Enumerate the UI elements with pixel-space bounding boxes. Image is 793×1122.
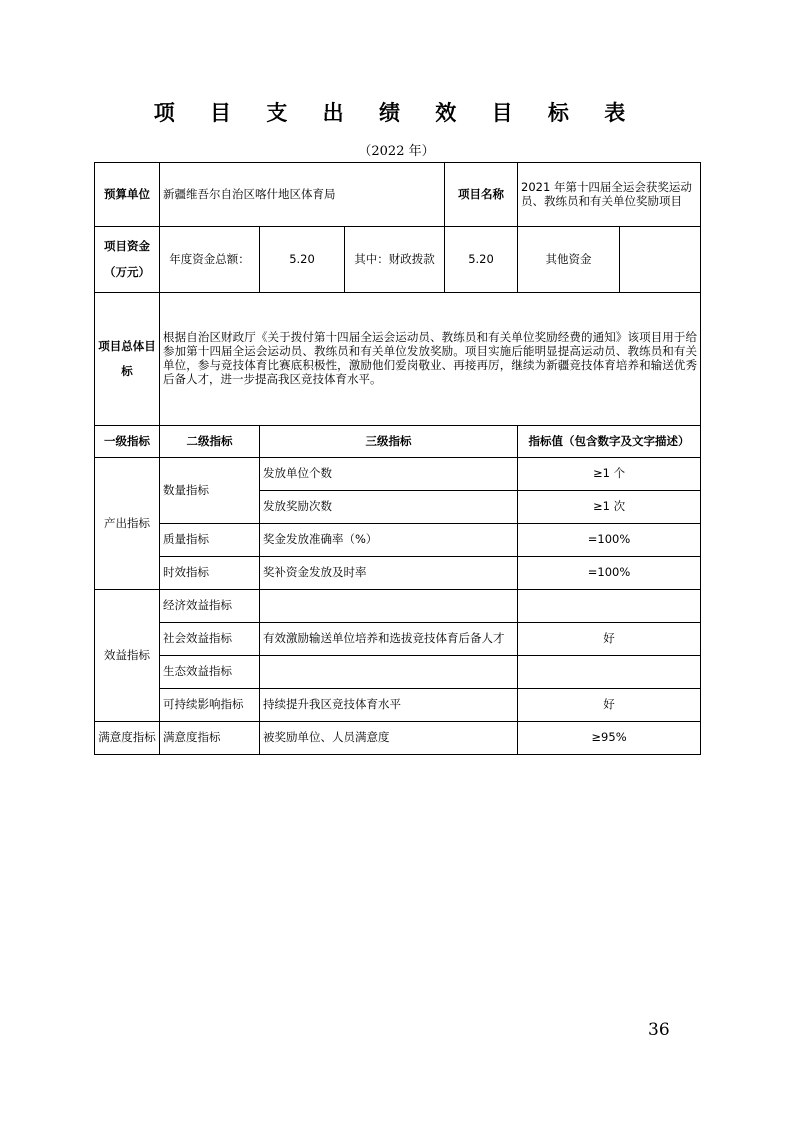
indicator-value: ≥95%: [518, 722, 701, 755]
indicator-value: ≥1 次: [518, 491, 701, 524]
header-level3: 三级指标: [260, 426, 518, 458]
fiscal-value: 5.20: [445, 227, 518, 293]
header-value: 指标值（包含数字及文字描述）: [518, 426, 701, 458]
social-benefit-label: 社会效益指标: [160, 623, 260, 656]
other-funds-value: [620, 227, 701, 293]
table-row: [95, 689, 701, 722]
indicator-value: 好: [518, 689, 701, 722]
benefit-label: 效益指标: [95, 590, 160, 722]
table-row: [95, 590, 701, 623]
page-title: 项 目 支 出 绩 效 目 标 表: [153, 101, 640, 125]
table-row: [95, 722, 701, 755]
quantity-label: 数量指标: [160, 458, 260, 524]
header-row: [95, 426, 701, 458]
funds-row: [95, 227, 701, 293]
table-row: [95, 557, 701, 590]
indicator-value: =100%: [518, 557, 701, 590]
indicator-value: ≥1 个: [518, 458, 701, 491]
table-row: [95, 623, 701, 656]
ecological-benefit-label: 生态效益指标: [160, 656, 260, 689]
project-name-value: 2021 年第十四届全运会获奖运动员、教练员和有关单位奖励项目: [518, 163, 701, 227]
indicator-name: [260, 656, 518, 689]
indicator-value: [518, 656, 701, 689]
indicator-name: [260, 590, 518, 623]
goal-label: 项目总体目标: [95, 293, 160, 426]
indicator-name: 持续提升我区竞技体育水平: [260, 689, 518, 722]
table-row: [95, 458, 701, 491]
economic-benefit-label: 经济效益指标: [160, 590, 260, 623]
page-number: 36: [648, 1020, 670, 1040]
sustainable-impact-label: 可持续影响指标: [160, 689, 260, 722]
budget-unit-row: [95, 163, 701, 227]
goal-row: [95, 293, 701, 426]
indicator-name: 发放单位个数: [260, 458, 518, 491]
indicator-name: 奖补资金发放及时率: [260, 557, 518, 590]
satisfaction-level2-label: 满意度指标: [160, 722, 260, 755]
satisfaction-label: 满意度指标: [95, 722, 160, 755]
table-row: [95, 656, 701, 689]
table-row: [95, 524, 701, 557]
indicator-value: [518, 590, 701, 623]
header-level1: 一级指标: [95, 426, 160, 458]
indicator-value: 好: [518, 623, 701, 656]
project-name-label: 项目名称: [445, 163, 518, 227]
budget-unit-value: 新疆维吾尔自治区喀什地区体育局: [160, 163, 445, 227]
fiscal-label: 其中：财政拨款: [345, 227, 445, 293]
indicator-name: 奖金发放准确率（%）: [260, 524, 518, 557]
budget-unit-label: 预算单位: [95, 163, 160, 227]
funds-label-line2: （万元）: [104, 264, 150, 279]
performance-target-table: [94, 162, 701, 755]
annual-total-value: 5.20: [260, 227, 345, 293]
indicator-value: =100%: [518, 524, 701, 557]
indicator-name: 发放奖励次数: [260, 491, 518, 524]
annual-total-label: 年度资金总额：: [160, 227, 260, 293]
quality-label: 质量指标: [160, 524, 260, 557]
year-subtitle: （2022 年）: [358, 144, 435, 159]
output-label: 产出指标: [95, 458, 160, 590]
funds-label-line1: 项目资金: [104, 239, 150, 254]
goal-text: 根据自治区财政厅《关于拨付第十四届全运会运动员、教练员和有关单位奖励经费的通知》该项目用于给参加第十四届全运会运动员、教练员和有关单位发放奖励。项目实施后能明显提高运动员、教练员和有关单位，参与竞技体育比赛底积极性，激励他们爱岗敬业、再接再厉，继续为新疆竞技体育培养和输送优秀后备人才，进一步提高我区竞技体育水平。: [160, 293, 701, 426]
other-funds-label: 其他资金: [518, 227, 620, 293]
timeliness-label: 时效指标: [160, 557, 260, 590]
header-level2: 二级指标: [160, 426, 260, 458]
indicator-name: 被奖励单位、人员满意度: [260, 722, 518, 755]
funds-label: [95, 227, 160, 293]
indicator-name: 有效激励输送单位培养和选拔竞技体育后备人才: [260, 623, 518, 656]
